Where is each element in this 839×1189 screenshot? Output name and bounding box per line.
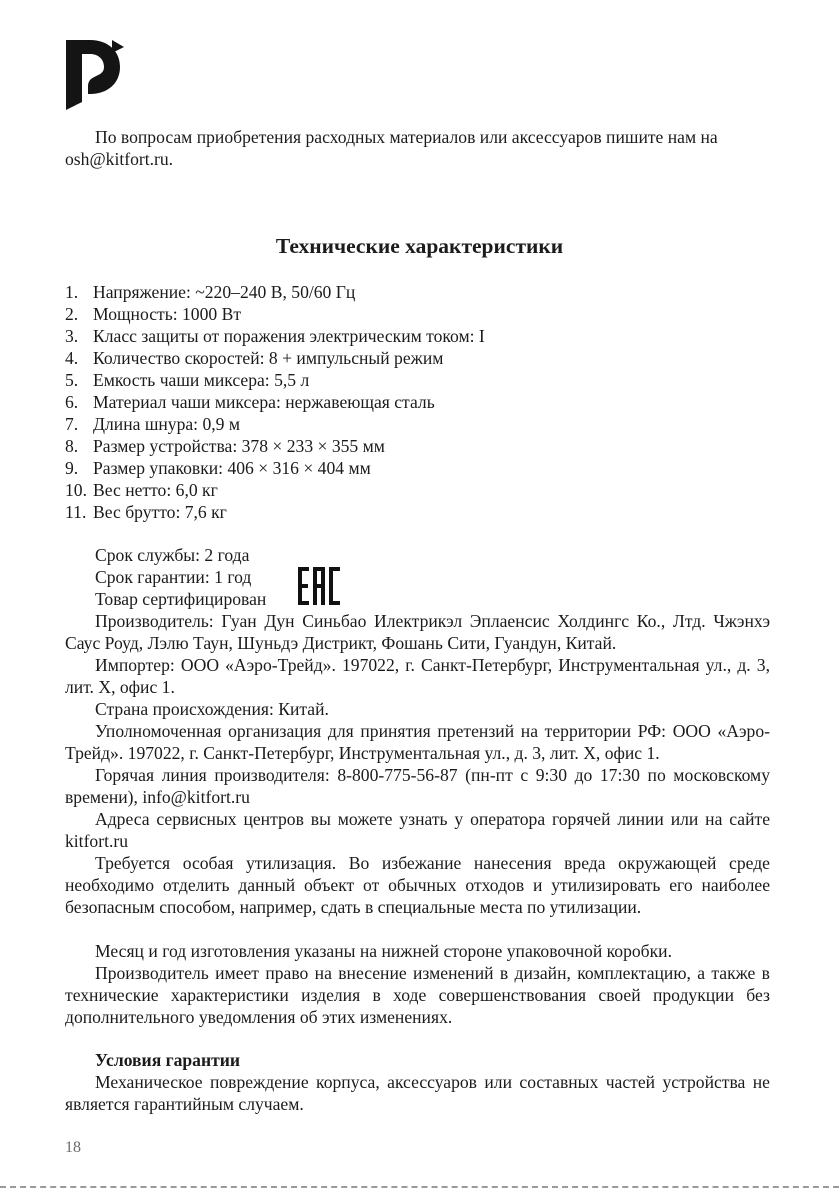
- origin-text: Страна происхождения: Китай.: [95, 699, 329, 719]
- manufacture-date-text: Месяц и год изготовления указаны на нижней стороне упаковочной коробки.: [95, 941, 672, 961]
- list-item: 2. Мощность: 1000 Вт: [65, 304, 242, 324]
- list-item: 1. Напряжение: ~220–240 В, 50/60 Гц: [65, 282, 356, 302]
- list-item: 11. Вес брутто: 7,6 кг: [65, 502, 227, 522]
- list-item: 3. Класс защиты от поражения электрическим током: I: [65, 326, 485, 346]
- page-edge-divider: [0, 1186, 839, 1188]
- warranty-text: Механическое повреждение корпуса, аксессуаров или составных частей устройства не является гарантийным случаем.: [65, 1072, 770, 1114]
- eac-mark-icon: [298, 567, 340, 605]
- service-centers-text: Адреса сервисных центров вы можете узнать у оператора горячей линии или на сайте kitfort.ru: [65, 809, 770, 851]
- authorized-org-text: Уполномоченная организация для принятия претензий на территории РФ: ООО «Аэро-Трейд». 197022, г. Санкт-Петербург, Инструментальная ул., д. 3, лит. Х, офис 1.: [65, 721, 770, 763]
- hotline-text: Горячая линия производителя: 8-800-775-56-87 (пн-пт с 9:30 до 17:30 по московскому времени), info@kitfort.ru: [65, 765, 770, 807]
- list-item: 5. Емкость чаши миксера: 5,5 л: [65, 370, 310, 390]
- certified-text: Товар сертифицирован: [95, 589, 267, 609]
- list-item: 4. Количество скоростей: 8 + импульсный режим: [65, 348, 444, 368]
- warranty-title: Условия гарантии: [95, 1050, 241, 1070]
- changes-text: Производитель имеет право на внесение изменений в дизайн, комплектацию, а также в технические характеристики изделия в ходе совершенствования своей продукции без дополнительного уведомления об этих изменениях.: [65, 963, 770, 1027]
- specs-list: [65, 281, 485, 523]
- list-item: 7. Длина шнура: 0,9 м: [65, 414, 240, 434]
- intro-text: По вопросам приобретения расходных материалов или аксессуаров пишите нам на osh@kitfort.ru.: [65, 127, 718, 169]
- page-title: Технические характеристики: [275, 234, 564, 258]
- list-item: 8. Размер устройства: 378 × 233 × 355 мм: [65, 436, 385, 456]
- disposal-text: Требуется особая утилизация. Во избежание нанесения вреда окружающей среде необходимо отделить данный объект от обычных отходов и утилизировать его наиболее безопасным способом, например, сдать в специальные места по утилизации.: [65, 853, 770, 917]
- service-life: Срок службы: 2 года: [95, 545, 250, 565]
- list-item: 10. Вес нетто: 6,0 кг: [65, 480, 218, 500]
- page-number: 18: [65, 1139, 81, 1156]
- list-item: 9. Размер упаковки: 406 × 316 × 404 мм: [65, 458, 371, 478]
- kitfort-p-logo-icon: [64, 38, 128, 112]
- list-item: 6. Материал чаши миксера: нержавеющая сталь: [65, 392, 435, 412]
- manufacturer-text: Производитель: Гуан Дун Синьбао Илектрикэл Эплаенсис Холдингс Ко., Лтд. Чжэнхэ Саус Роуд, Лэлю Таун, Шуньдэ Дистрикт, Фошань Сити, Гуандун, Китай.: [65, 611, 770, 653]
- warranty-period: Срок гарантии: 1 год: [95, 567, 252, 587]
- importer-text: Импортер: ООО «Аэро-Трейд». 197022, г. Санкт-Петербург, Инструментальная ул., д. 3, лит. Х, офис 1.: [65, 655, 770, 697]
